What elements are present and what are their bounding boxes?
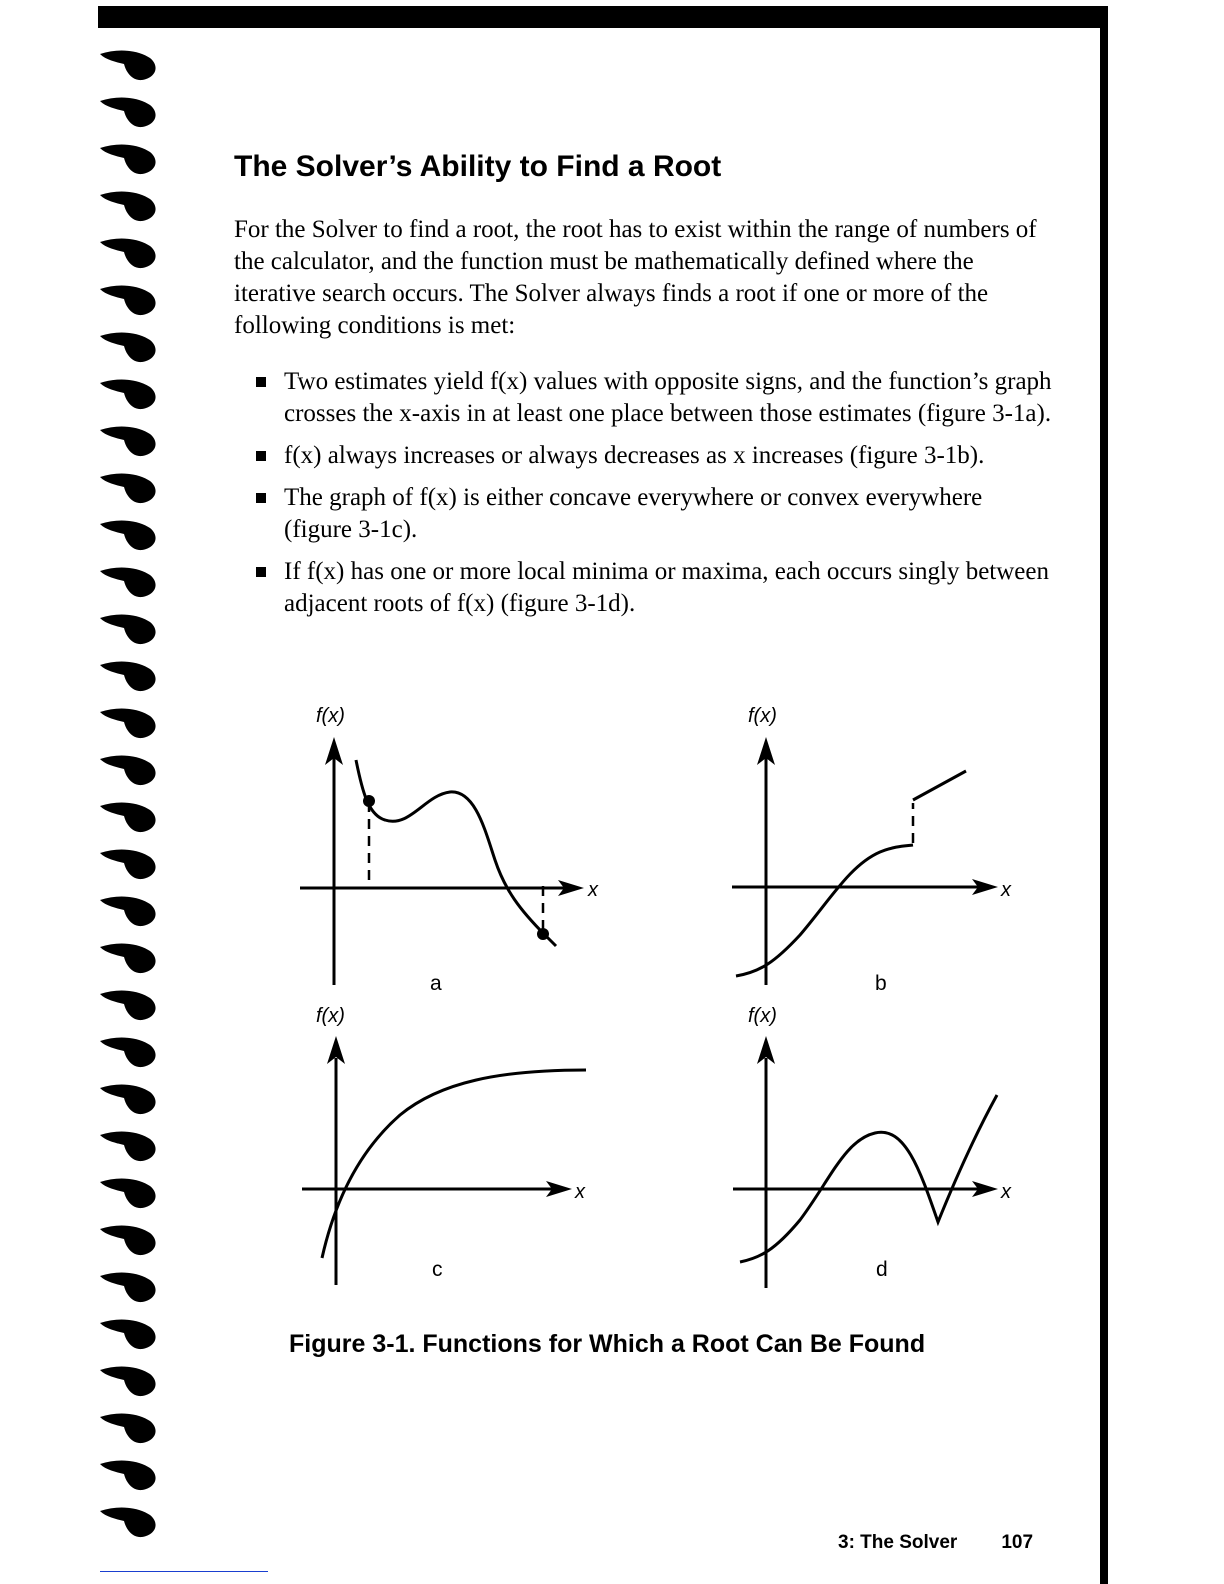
panel-d-letter: d (876, 1258, 888, 1281)
panel-b-y-label: f(x) (748, 705, 777, 727)
condition-text: The graph of f(x) is either concave everywhere or convex everywhere (figure 3-1c). (284, 484, 983, 543)
panel-c-letter: c (432, 1258, 443, 1281)
footer-chapter: 3: The Solver (838, 1532, 958, 1553)
panel-a-curve (356, 760, 556, 946)
panel-a-graph (300, 737, 584, 985)
panel-b-curve-upper (913, 771, 966, 800)
figure-caption: Figure 3-1. Functions for Which a Root Can Be Found (289, 1330, 926, 1358)
condition-text: Two estimates yield f(x) values with opposite signs, and the function’s graph crosses the x-axis in at least one place between those estimates (figure 3-1a). (284, 368, 1052, 427)
panel-d-graph (733, 1036, 998, 1288)
panel-c-graph (302, 1036, 586, 1285)
panel-b-letter: b (875, 972, 887, 995)
panel-b-x-label: x (1001, 879, 1011, 901)
panel-b-graph (732, 737, 998, 985)
panel-d-x-label: x (1001, 1181, 1011, 1203)
panel-b-curve-lower (736, 845, 913, 976)
panel-a-letter: a (430, 972, 442, 995)
panel-a-y-label: f(x) (316, 705, 345, 727)
page-number: 107 (1001, 1532, 1034, 1553)
panel-d-y-label: f(x) (748, 1005, 777, 1027)
panel-a-estimate-point (363, 795, 375, 807)
page-footer (838, 1532, 1033, 1554)
intro-paragraph: For the Solver to find a root, the root has to exist within the range of numbers of the calculator, and the function must be mathematically defined where the iterative search occurs. The Solver always finds a root if one or more of the following conditions is met: (234, 216, 1037, 339)
condition-text: If f(x) has one or more local minima or maxima, each occurs singly between adjacent roots of f(x) (figure 3-1d). (284, 558, 1050, 617)
panel-d-curve (740, 1095, 997, 1262)
panel-a-estimate-point (537, 928, 549, 940)
panel-c-x-label: x (575, 1181, 585, 1203)
condition-text: f(x) always increases or always decreases as x increases (figure 3-1b). (284, 442, 985, 469)
panel-a-x-label: x (588, 879, 598, 901)
panel-c-curve (322, 1070, 586, 1258)
panel-c-y-label: f(x) (316, 1005, 345, 1027)
section-heading: The Solver’s Ability to Find a Root (234, 150, 722, 183)
